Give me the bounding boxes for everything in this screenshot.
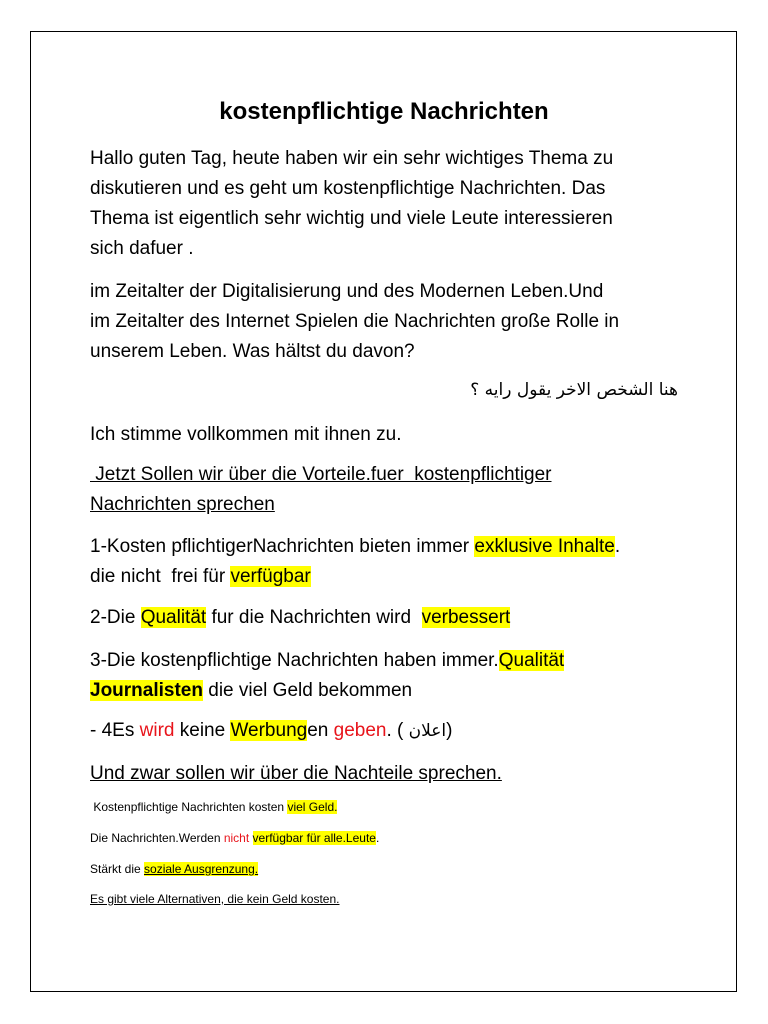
context-line: im Zeitalter der Digitalisierung und des Modernen Leben.Und [90,281,604,302]
highlight-text: verfügbar [230,566,311,587]
agreement-line: Ich stimme vollkommen mit ihnen zu. [90,424,402,445]
advantage-text: en [307,720,334,741]
disadvantage-text: Die Nachrichten.Werden [90,831,224,845]
context-line: unserem Leben. Was hältst du davon? [90,341,415,362]
disadvantage-item-3 [90,860,258,878]
disadvantage-item-2 [90,829,379,847]
advantages-heading-line: Nachrichten sprechen [90,494,275,515]
intro-line: diskutieren und es geht um kostenpflichtige Nachrichten. Das [90,178,606,199]
disadvantage-item-1 [90,798,337,816]
red-text: geben [333,720,387,741]
highlight-text: Qualität [140,607,207,628]
context-line: im Zeitalter des Internet Spielen die Nachrichten große Rolle in [90,311,620,332]
highlight-text: verfügbar für alle.Leute [252,831,376,845]
highlight-text: Journalisten [90,680,203,701]
advantage-text: 1-Kosten pflichtigerNachrichten bieten immer [90,536,475,557]
advantage-text: . [614,536,621,557]
disadvantage-text: . [375,831,380,845]
advantage-item-2 [90,603,700,633]
advantage-text: die viel Geld bekommen [202,680,413,701]
highlight-text: verbessert [421,607,511,628]
advantage-text: . ( [386,720,409,741]
highlight-text: viel Geld. [287,800,338,814]
intro-paragraph [90,144,700,264]
highlight-text: soziale Ausgrenzung. [144,862,259,876]
red-text: wird [139,720,175,741]
red-text: nicht [223,831,250,845]
intro-line: sich dafuer . [90,238,194,259]
disadvantage-text: Stärkt die [90,862,145,876]
document-title: kostenpflichtige Nachrichten [219,98,549,125]
disadvantage-text: Es gibt viele Alternativen, die kein Geld kosten. [90,892,340,906]
advantage-item-1 [90,532,700,592]
advantage-text: 3-Die kostenpflichtige Nachrichten haben immer. [90,650,499,671]
advantage-item-4 [90,716,700,746]
disadvantage-item-4 [90,890,339,908]
advantage-item-3 [90,646,700,706]
highlight-text: exklusive Inhalte [474,536,615,557]
intro-line: Thema ist eigentlich sehr wichtig und viele Leute interessieren [90,208,613,229]
highlight-text: Qualität [498,650,565,671]
advantages-heading-line: Jetzt Sollen wir über die Vorteile.fuer kostenpflichtiger [90,464,552,485]
advantage-text: - 4Es [90,720,140,741]
advantage-text: die nicht frei für [90,566,231,587]
advantage-text: ) [446,720,453,741]
highlight-text: Werbung [230,720,308,741]
advantage-text: 2-Die [90,607,141,628]
arabic-note: هنا الشخص الاخر يقول رايه ؟ [470,380,678,400]
arabic-word: اعلان [408,721,447,741]
disadvantage-text: Kostenpflichtige Nachrichten kosten [90,800,288,814]
advantage-text: fur die Nachrichten wird [206,607,422,628]
context-paragraph [90,277,700,367]
intro-line: Hallo guten Tag, heute haben wir ein sehr wichtiges Thema zu [90,148,614,169]
disadvantages-heading-text: Und zwar sollen wir über die Nachteile sprechen. [90,763,502,784]
advantages-heading [90,460,700,520]
disadvantages-heading [90,759,700,789]
advantage-text: keine [174,720,231,741]
